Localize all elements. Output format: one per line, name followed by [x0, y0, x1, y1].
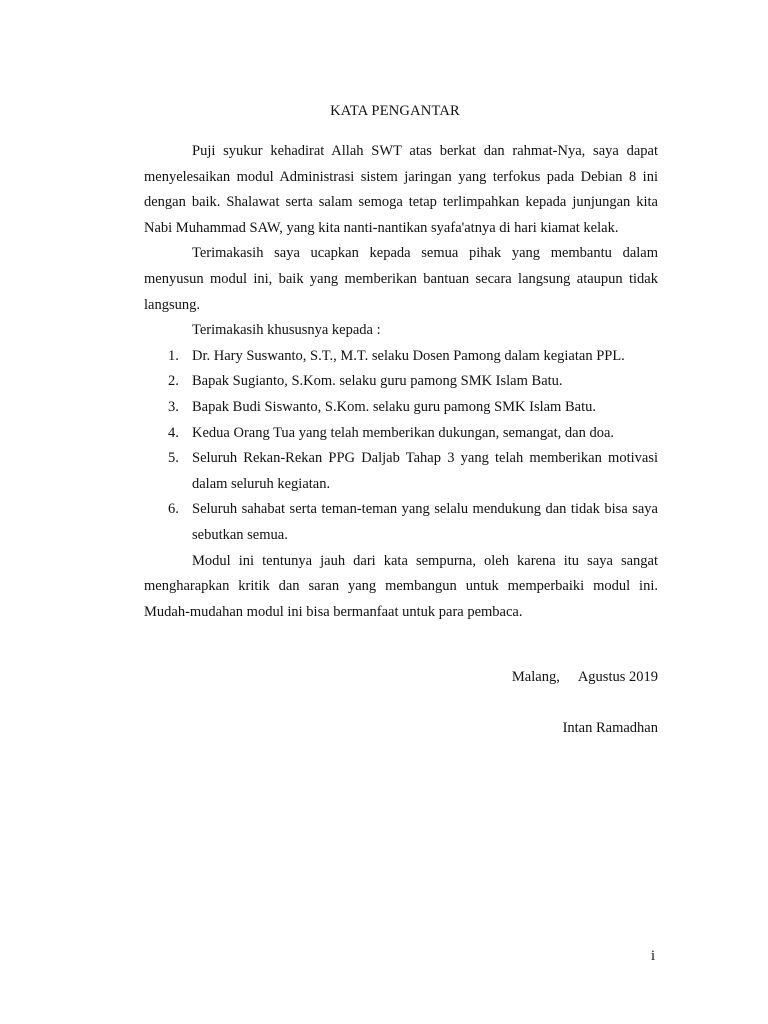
signoff-author: Intan Ramadhan	[562, 720, 658, 736]
signoff-place: Malang,	[511, 669, 560, 685]
list-item-text: Dr. Hary Suswanto, S.T., M.T. selaku Dosen Pamong dalam kegiatan PPL.	[192, 347, 625, 364]
list-item	[144, 369, 658, 395]
list-item-text: Seluruh Rekan-Rekan PPG Daljab Tahap 3 yang telah memberikan motivasi dalam seluruh kegiatan.	[192, 450, 658, 492]
list-item-text: Bapak Sugianto, S.Kom. selaku guru pamong SMK Islam Batu.	[192, 373, 563, 390]
list-item-number: 5.	[168, 450, 179, 467]
list-item-number: 6.	[168, 501, 179, 518]
intro-paragraph: Puji syukur kehadirat Allah SWT atas berkat dan rahmat-Nya, saya dapat menyelesaikan modul Administrasi sistem jaringan yang terfokus pada Debian 8 ini dengan baik. Shalawat serta salam semoga tetap terlimpahkan kepada junjungan kita Nabi Muhammad SAW, yang kita nanti-nantikan syafa'atnya di hari kiamat kelak.	[144, 143, 658, 236]
list-item-number: 1.	[168, 347, 179, 364]
page-number: i	[651, 948, 656, 964]
list-item	[144, 497, 658, 548]
place-date-line	[512, 669, 658, 686]
list-item-number: 2.	[168, 373, 179, 390]
list-item	[144, 421, 658, 447]
list-item-number: 3.	[168, 398, 179, 415]
signoff-date: Agustus 2019	[577, 669, 658, 685]
page-title: KATA PENGANTAR	[330, 103, 460, 119]
thanks-paragraph: Terimakasih saya ucapkan kepada semua pihak yang membantu dalam menyusun modul ini, baik yang memberikan bantuan secara langsung ataupun tidak langsung.	[144, 245, 658, 313]
list-item-text: Kedua Orang Tua yang telah memberikan dukungan, semangat, dan doa.	[192, 424, 615, 441]
list-item-text: Seluruh sahabat serta teman-teman yang selalu mendukung dan tidak bisa saya sebutkan semua.	[192, 501, 658, 543]
special-thanks-intro: Terimakasih khususnya kepada :	[192, 322, 381, 339]
list-item	[144, 344, 658, 370]
list-item	[144, 446, 658, 497]
document-body	[144, 139, 658, 625]
list-item-text: Bapak Budi Siswanto, S.Kom. selaku guru pamong SMK Islam Batu.	[192, 398, 596, 415]
closing-paragraph: Modul ini tentunya jauh dari kata sempurna, oleh karena itu saya sangat mengharapkan kritik dan saran yang membangun untuk memperbaiki modul ini. Mudah-mudahan modul ini bisa bermanfaat untuk para pembaca.	[144, 552, 658, 620]
list-item-number: 4.	[168, 424, 179, 441]
thanks-list	[144, 344, 658, 549]
list-item	[144, 395, 658, 421]
